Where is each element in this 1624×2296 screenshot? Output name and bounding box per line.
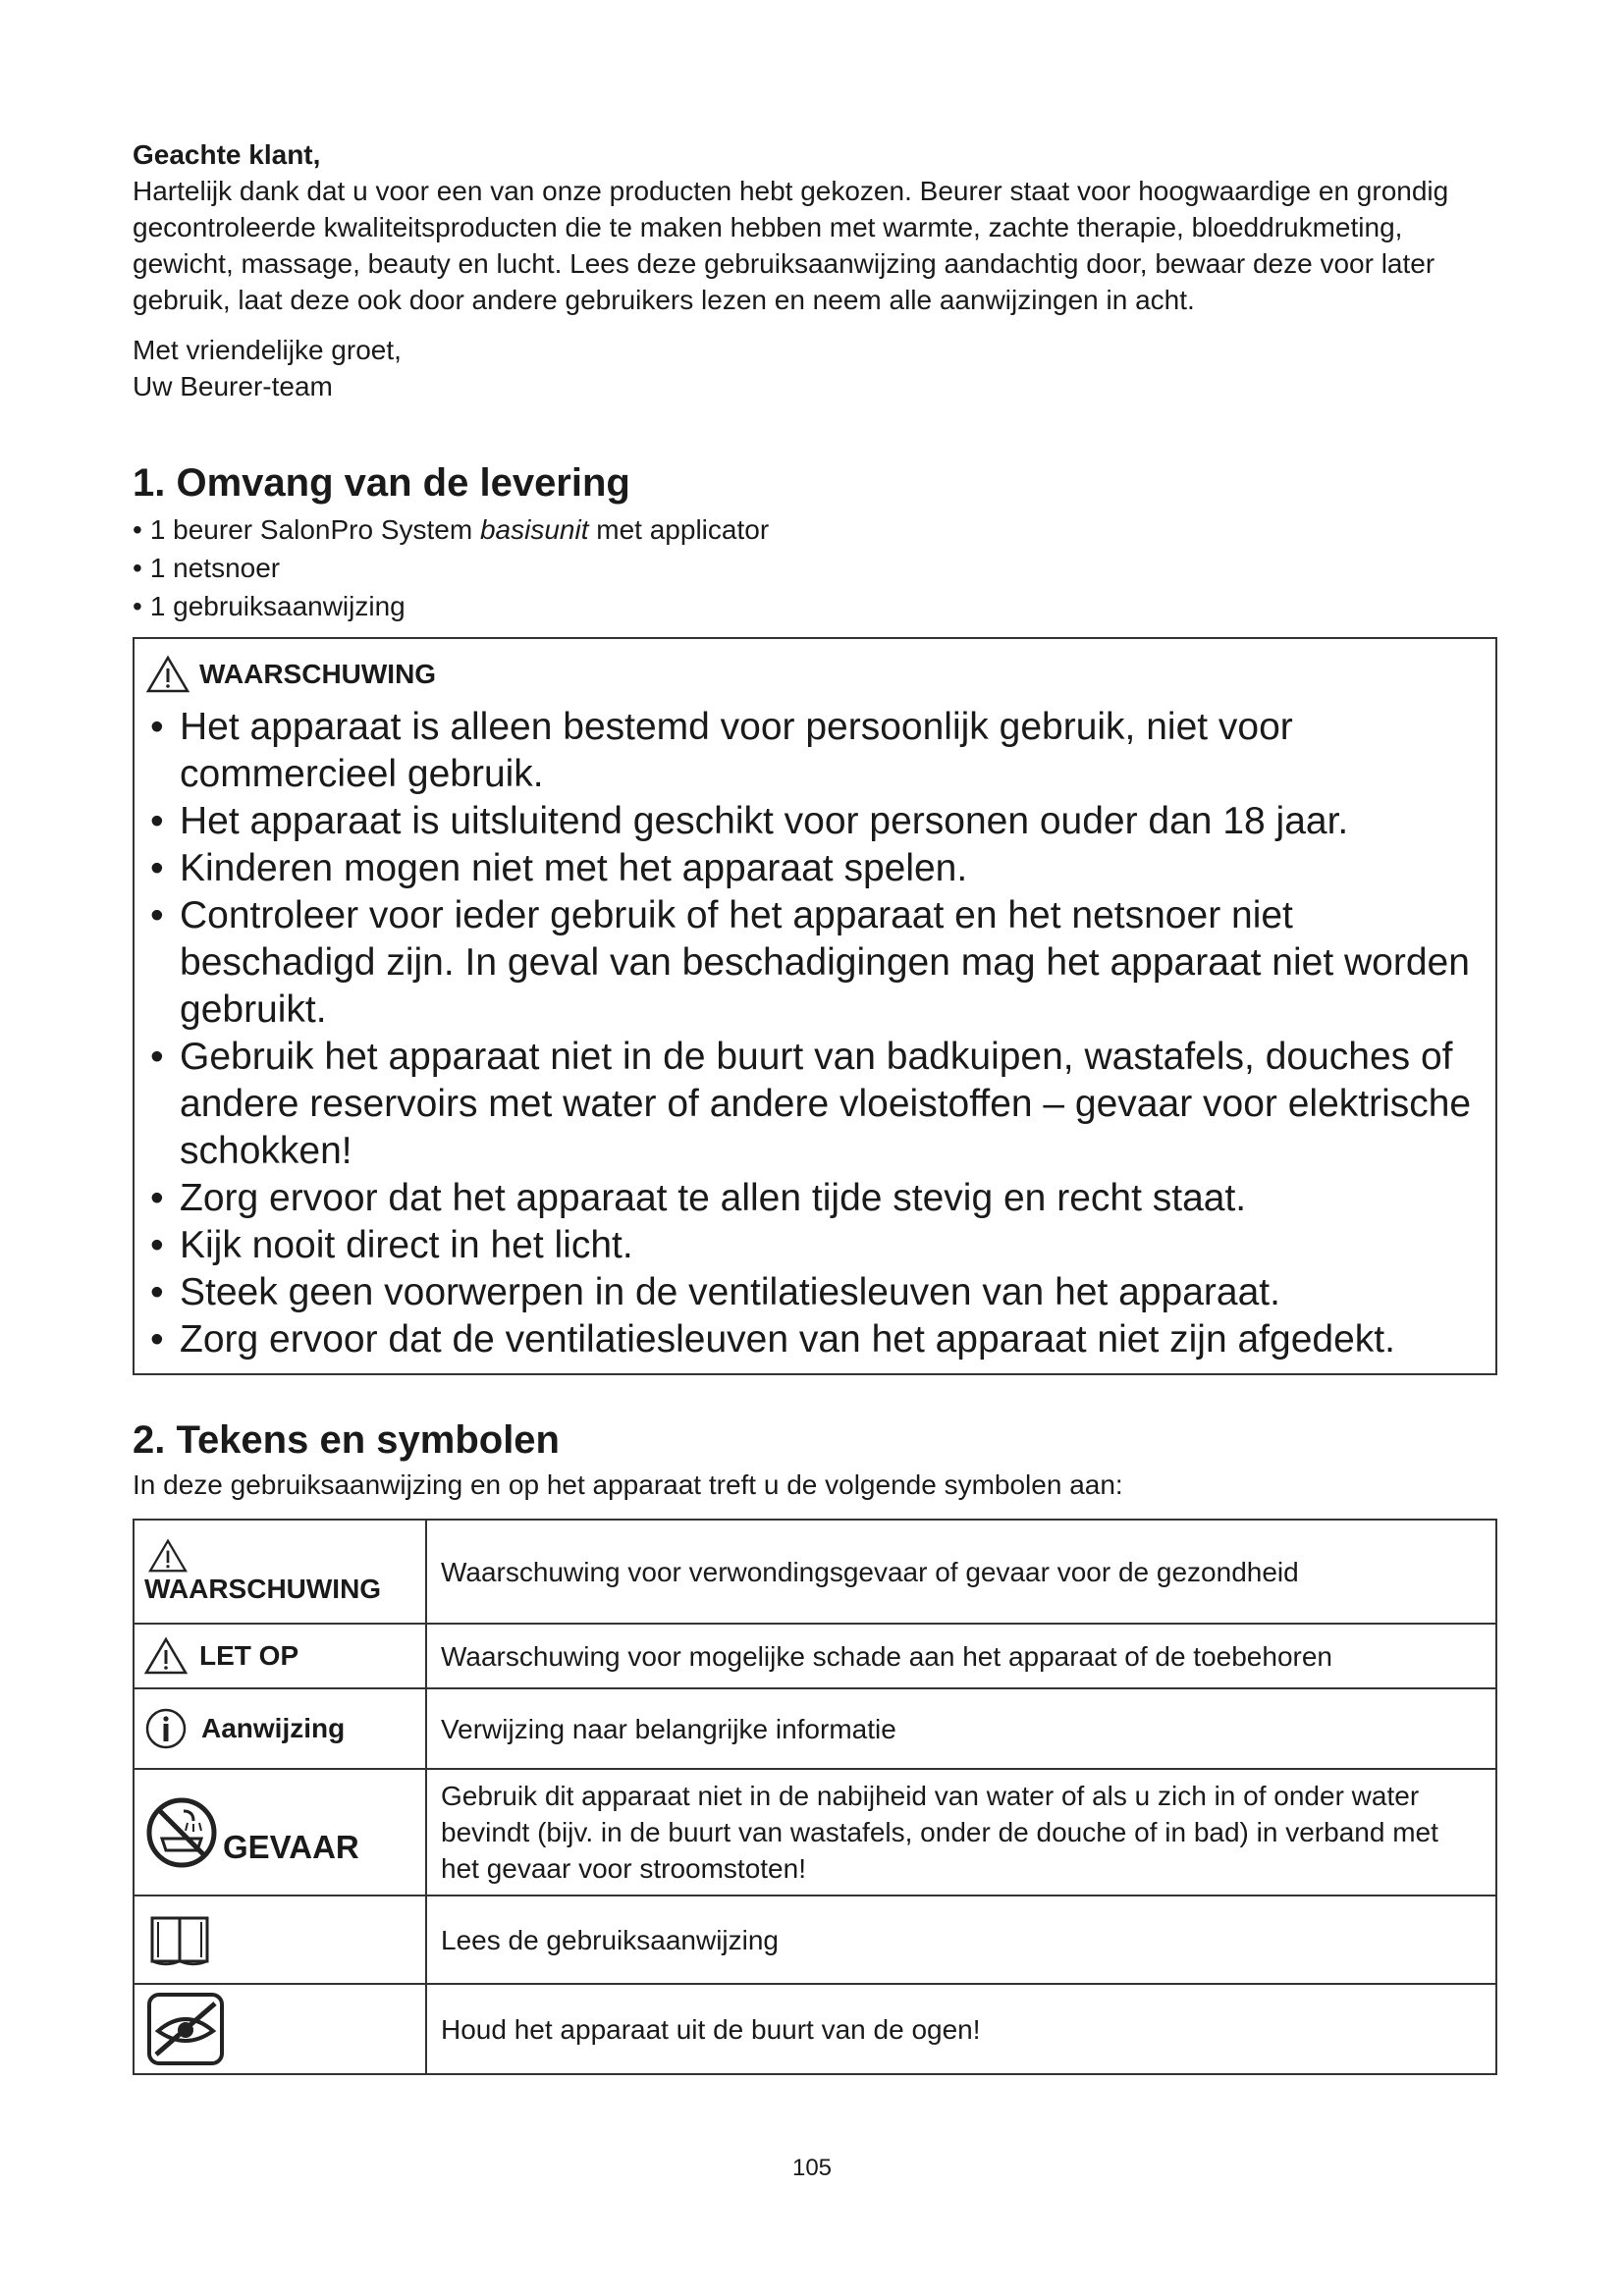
section-2-title: 2. Tekens en symbolen [133, 1418, 560, 1462]
closing [133, 332, 1497, 404]
symbol-label: WAARSCHUWING [144, 1574, 382, 1604]
symbol-description: Lees de gebruiksaanwijzing [426, 1896, 1496, 1984]
list-item: • 1 netsnoer [133, 549, 1497, 587]
info-icon [144, 1707, 188, 1750]
list-item: • Het apparaat is alleen bestemd voor persoonlijk gebruik, niet voor commercieel gebruik. [150, 704, 1476, 798]
warning-triangle-icon [148, 1538, 188, 1574]
page-number: 105 [791, 2155, 833, 2181]
warning-title: WAARSCHUWING [199, 659, 437, 689]
symbol-description: Houd het apparaat uit de buurt van de ogen! [426, 1984, 1496, 2074]
symbol-description: Waarschuwing voor mogelijke schade aan het apparaat of de toebehoren [426, 1624, 1496, 1688]
symbol-label: GEVAAR [223, 1828, 359, 1865]
warning-box [133, 637, 1497, 1375]
list-item: • 1 gebruiksaanwijzing [133, 587, 1497, 625]
warning-list [135, 704, 1495, 1363]
delivery-list [133, 510, 1497, 625]
list-item: • Controleer voor ieder gebruik of het apparaat en het netsnoer niet beschadigd zijn. In geval van beschadigingen mag het apparaat niet worden gebruikt. [150, 892, 1476, 1034]
warning-triangle-icon [146, 655, 189, 694]
section-2-lead: In deze gebruiksaanwijzing en op het apparaat treft u de volgende symbolen aan: [133, 1469, 1123, 1500]
table-row [134, 1769, 1496, 1896]
symbol-description: Waarschuwing voor verwondingsgevaar of gevaar voor de gezondheid [426, 1520, 1496, 1624]
warning-header [135, 653, 1495, 696]
list-item: • Gebruik het apparaat niet in de buurt van badkuipen, wastafels, douches of andere reservoirs met water of andere vloeistoffen – gevaar voor elektrische schokken! [150, 1034, 1476, 1175]
table-row [134, 1624, 1496, 1688]
section-1-title: 1. Omvang van de levering [133, 461, 630, 505]
symbol-label: Aanwijzing [201, 1713, 346, 1743]
closing-line: Met vriendelijke groet, [133, 335, 402, 365]
symbol-description: Gebruik dit apparaat niet in de nabijheid van water of als u zich in of onder water bevindt (bijv. in de buurt van wastafels, onder de douche of in bad) in verband met het gevaar voor stroomstoten! [426, 1769, 1496, 1896]
page-content [133, 137, 1497, 2075]
list-item: • Het apparaat is uitsluitend geschikt voor personen ouder dan 18 jaar. [150, 798, 1476, 845]
table-row [134, 1984, 1496, 2074]
table-row [134, 1688, 1496, 1769]
list-item: • Kinderen mogen niet met het apparaat spelen. [150, 845, 1476, 892]
warning-triangle-icon [144, 1636, 188, 1676]
list-item: • Kijk nooit direct in het licht. [150, 1222, 1476, 1269]
symbols-table [133, 1519, 1497, 2075]
list-item: • 1 beurer SalonPro System basisunit met applicator [133, 510, 1497, 549]
intro-paragraph: Hartelijk dank dat u voor een van onze producten hebt gekozen. Beurer staat voor hoogwaardige en grondig gecontroleerde kwaliteitsproducten die te maken hebben met warmte, zachte therapie, bloeddrukmeting, gewicht, massage, beauty en lucht. Lees deze gebruiksaanwijzing aandachtig door, bewaar deze voor later gebruik, laat deze ook door andere gebruikers lezen en neem alle aanwijzingen in acht. [133, 176, 1449, 315]
closing-signature: Uw Beurer-team [133, 371, 333, 401]
list-item: • Zorg ervoor dat de ventilatiesleuven van het apparaat niet zijn afgedekt. [150, 1316, 1476, 1363]
list-item: • Steek geen voorwerpen in de ventilatiesleuven van het apparaat. [150, 1269, 1476, 1316]
symbol-label: LET OP [199, 1640, 299, 1671]
table-row [134, 1896, 1496, 1984]
no-bath-water-icon [144, 1795, 219, 1870]
book-icon [148, 1912, 211, 1967]
greeting: Geachte klant, [133, 139, 321, 170]
no-eye-icon [146, 1992, 225, 2066]
symbol-description: Verwijzing naar belangrijke informatie [426, 1688, 1496, 1769]
table-row [134, 1520, 1496, 1624]
list-item: • Zorg ervoor dat het apparaat te allen tijde stevig en recht staat. [150, 1175, 1476, 1222]
